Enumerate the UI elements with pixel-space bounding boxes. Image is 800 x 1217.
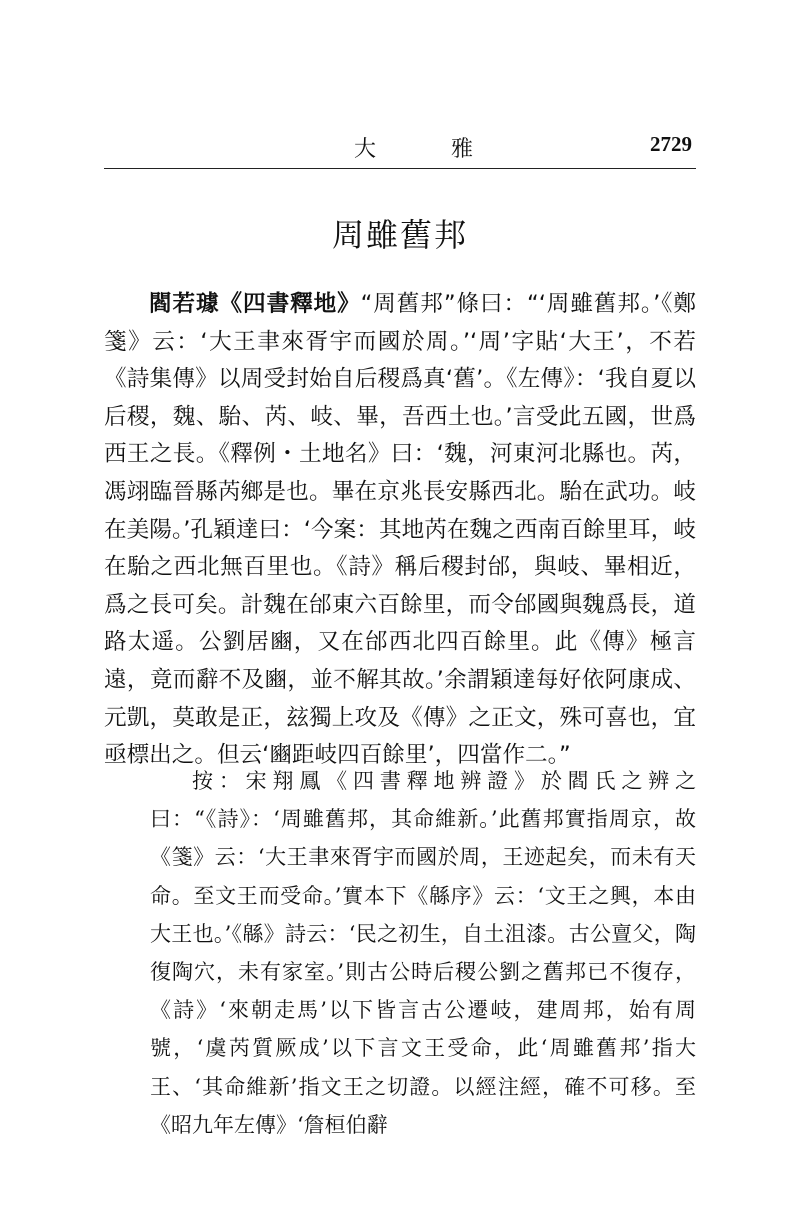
- page-header: [104, 132, 696, 168]
- page-number: 2729: [650, 132, 692, 156]
- header-rule: [104, 168, 696, 169]
- running-head: 大 雅: [354, 137, 507, 162]
- main-paragraph-lead: 閻若璩《四書釋地》: [149, 291, 361, 317]
- main-paragraph-body: “周舊邦”條曰：“‘周雖舊邦。’《鄭箋》云：‘大王聿來胥宇而國於周。’‘周’字貼‘大王’，不若《詩集傳》以周受封始自后稷爲真‘舊’。《左傳》：‘我自夏以后稷，魏、駘、芮、岐、畢，吾西土也。’言受此五國，世爲西王之長。《釋例・土地名》曰：‘魏，河東河北縣也。芮，馮翊臨晉縣芮鄉是也。畢在京兆長安縣西北。駘在武功。岐在美陽。’孔穎達曰：‘今案：其地芮在魏之西南百餘里耳，岐在駘之西北無百里也。《詩》稱后稷封邰，與岐、畢相近，爲之長可矣。計魏在邰東六百餘里，而令邰國與魏爲長，道路太遥。公劉居豳，又在邰西北四百餘里。此《傳》極言遠，竟而辭不及豳，並不解其故。’余謂穎達每好依阿康成、元凱，莫敢是正，玆獨上攻及《傳》之正文，殊可喜也，宜亟標出之。但云‘豳距岐四百餘里’，四當作二。”: [104, 291, 696, 769]
- main-paragraph: [104, 286, 696, 775]
- section-title: 周雖舊邦: [331, 216, 468, 254]
- note-paragraph: 按：宋翔鳳《四書釋地辨證》於閻氏之辨之曰：“《詩》：‘周雖舊邦，其命維新。’此舊邦實指周京，故《箋》云：‘大王聿來胥宇而國於周，王迹起矣，而未有天命。至文王而受命。’實本下《緜序》云：‘文王之興，本由大王也。’《緜》詩云：‘民之初生，自土沮漆。古公亶父，陶復陶穴，未有家室。’則古公時后稷公劉之舊邦已不復存，《詩》‘來朝走馬’以下皆言古公遷岐，建周邦，始有周號，‘虞芮質厥成’以下言文王受命，此‘周雖舊邦’指大王、‘其命維新’指文王之切證。以經注經，確不可移。至《昭九年左傳》‘詹桓伯辭: [150, 769, 696, 1137]
